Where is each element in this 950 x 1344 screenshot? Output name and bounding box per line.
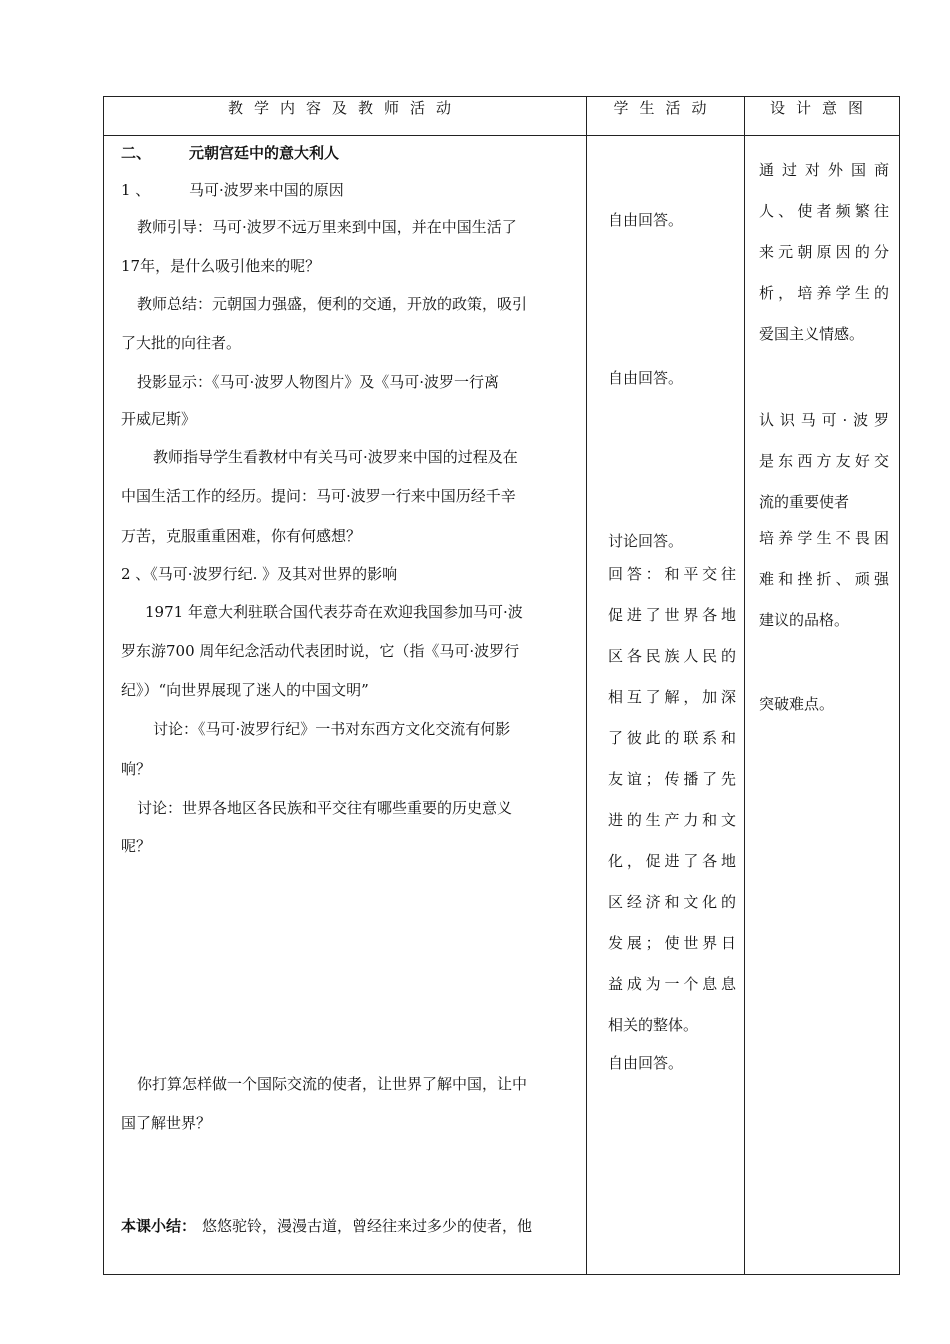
design-intent-line: 是东西方友好交 <box>759 452 889 470</box>
quote-line: 纪》）“向世界展现了迷人的中国文明” <box>121 681 369 699</box>
teacher-direct-line: 教师指导学生看教材中有关马可·波罗来中国的过程及在 <box>153 448 518 466</box>
student-answer-line: 回答：和平交往 <box>608 565 736 583</box>
design-intent-line: 通过对外国商 <box>759 161 889 179</box>
projection-line: 开威尼斯》 <box>121 410 197 428</box>
design-intent-line: 培养学生不畏困 <box>759 529 889 547</box>
quote-line: 罗东游700 周年纪念活动代表团时说，它（指《马可·波罗行 <box>121 642 520 660</box>
subsection-1-title: 马可·波罗来中国的原因 <box>189 181 344 199</box>
teacher-guide-line: 17年，是什么吸引他来的呢？ <box>121 257 321 275</box>
student-activity-cell <box>587 136 745 1275</box>
student-answer-line: 区经济和文化的 <box>608 893 736 911</box>
student-answer-line: 进的生产力和文 <box>608 811 736 829</box>
table-body-row <box>104 136 900 1275</box>
student-answer-line: 相关的整体。 <box>608 1016 699 1034</box>
student-answer: 讨论回答。 <box>608 532 684 550</box>
student-answer-line: 相互了解，加深 <box>608 688 736 706</box>
student-answer-line: 友谊；传播了先 <box>608 770 736 788</box>
lesson-plan-table <box>103 96 900 1275</box>
teacher-activity-cell <box>104 136 587 1275</box>
teacher-direct-line: 中国生活工作的经历。提问：马可·波罗一行来中国历经千辛 <box>121 487 516 505</box>
table-header-row <box>104 97 900 136</box>
student-answer-line: 化，促进了各地 <box>608 852 736 870</box>
section-number: 二、 <box>121 144 152 162</box>
student-answer: 自由回答。 <box>608 1054 684 1072</box>
subsection-1-number: 1 、 <box>121 181 151 199</box>
teacher-summary-line: 了大批的向往者。 <box>121 334 242 352</box>
discussion-2-line: 讨论：世界各地区各民族和平交往有哪些重要的历史意义 <box>137 799 513 817</box>
discussion-1-line: 讨论：《马可·波罗行纪》一书对东西方文化交流有何影 <box>153 720 511 738</box>
design-intent-line: 来元朝原因的分 <box>759 243 889 261</box>
section-title: 元朝宫廷中的意大利人 <box>189 144 340 162</box>
projection-line: 投影显示：《马可·波罗人物图片》及《马可·波罗一行离 <box>137 373 500 391</box>
student-answer-line: 了彼此的联系和 <box>608 729 736 747</box>
subsection-2-title: 2 、《马可·波罗行纪. 》及其对世界的影响 <box>121 565 398 583</box>
design-intent-line: 析，培养学生的 <box>759 284 889 302</box>
design-intent-line: 突破难点。 <box>759 695 835 713</box>
header-teacher-activity: 教学内容及教师活动 <box>104 97 587 136</box>
quote-line: 1971 年意大利驻联合国代表芬奇在欢迎我国参加马可·波 <box>145 603 523 621</box>
conclusion-label: 本课小结： <box>121 1217 197 1235</box>
conclusion-text: 悠悠驼铃，漫漫古道，曾经往来过多少的使者，他 <box>202 1217 533 1235</box>
design-intent-line: 建议的品格。 <box>759 611 850 629</box>
teacher-direct-line: 万苦，克服重重困难，你有何感想？ <box>121 527 362 545</box>
student-answer-line: 发展；使世界日 <box>608 934 736 952</box>
design-intent-cell <box>745 136 900 1275</box>
header-student-activity: 学生活动 <box>587 97 745 136</box>
teacher-summary-line: 教师总结：元朝国力强盛，便利的交通，开放的政策，吸引 <box>137 295 528 313</box>
design-intent-line: 认识马可·波罗 <box>759 411 889 429</box>
student-answer: 自由回答。 <box>608 211 684 229</box>
design-intent-line: 人、使者频繁往 <box>759 202 889 220</box>
student-answer: 自由回答。 <box>608 369 684 387</box>
discussion-2-line: 呢？ <box>121 837 152 855</box>
discussion-1-line: 响？ <box>121 760 152 778</box>
header-design-intent: 设计意图 <box>745 97 900 136</box>
question-line: 国了解世界？ <box>121 1114 212 1132</box>
design-intent-line: 爱国主义情感。 <box>759 325 865 343</box>
design-intent-line: 流的重要使者 <box>759 493 850 511</box>
design-intent-line: 难和挫折、顽强 <box>759 570 889 588</box>
student-answer-line: 区各民族人民的 <box>608 647 736 665</box>
question-line: 你打算怎样做一个国际交流的使者，让世界了解中国，让中 <box>137 1075 528 1093</box>
student-answer-line: 益成为一个息息 <box>608 975 736 993</box>
student-answer-line: 促进了世界各地 <box>608 606 736 624</box>
teacher-guide-line: 教师引导：马可·波罗不远万里来到中国，并在中国生活了 <box>137 218 517 236</box>
